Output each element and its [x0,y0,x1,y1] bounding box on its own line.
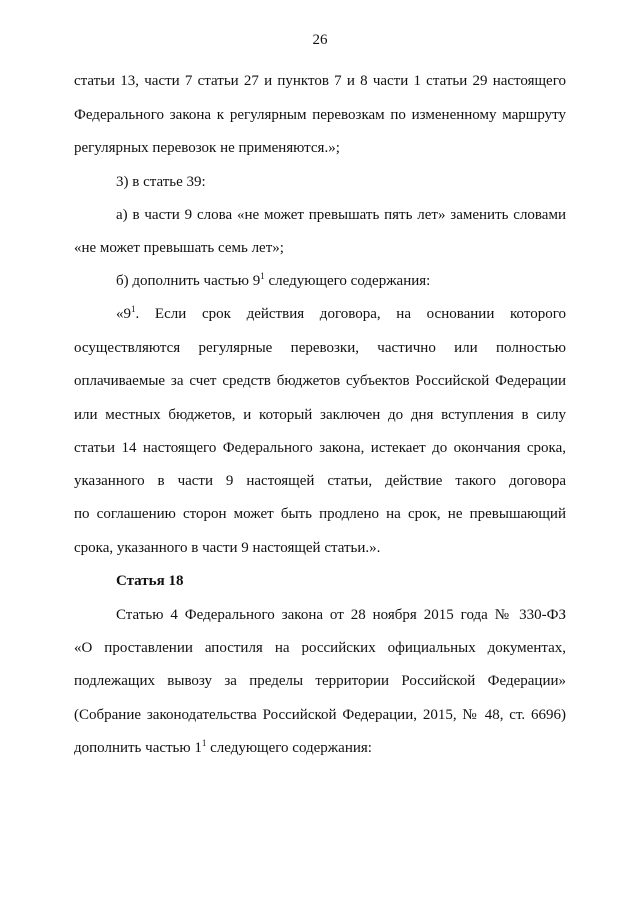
text-line: Федерального закона к регулярным перевозкам по измененному маршруту [74,107,566,123]
text-line: по соглашению сторон может быть продлено на срок, не превышающий [74,506,566,522]
article-heading: Статья 18 [116,573,184,589]
text-line: указанного в части 9 настоящей статьи, действие такого договора [74,473,566,489]
list-item-b [116,271,566,291]
superscript: 1 [201,738,207,748]
text-fragment: следующего содержания: [206,740,372,756]
text-line: статьи 13, части 7 статьи 27 и пунктов 7 и 8 части 1 статьи 29 настоящего [74,73,566,89]
text-fragment: дополнить частью 1 [74,740,202,756]
text-line: осуществляются регулярные перевозки, частично или полностью [74,340,566,356]
text-line: (Собрание законодательства Российской Федерации, 2015, № 48, ст. 6696) [74,707,566,723]
text-line: Статью 4 Федерального закона от 28 ноября 2015 года № 330-ФЗ [116,607,566,623]
quoted-part-9-1 [116,304,566,324]
superscript: 1 [260,271,265,281]
superscript: 1 [131,304,136,314]
text-line: «О проставлении апостиля на российских официальных документах, [74,640,566,656]
text-line: срока, указанного в части 9 настоящей статьи.». [74,540,381,556]
text-fragment: . Если срок действия договора, на основании которого [135,306,566,322]
text-line: «не может превышать семь лет»; [74,240,284,256]
text-line: регулярных перевозок не применяются.»; [74,140,340,156]
text-line: статьи 14 настоящего Федерального закона, истекает до окончания срока, [74,440,566,456]
text-line: подлежащих вывозу за пределы территории Российской Федерации» [74,673,566,689]
list-item-3: 3) в статье 39: [116,174,206,190]
text-fragment: б) дополнить частью 9 [116,273,261,289]
text-line: или местных бюджетов, и который заключен до дня вступления в силу [74,407,566,423]
list-item-a: а) в части 9 слова «не может превышать пять лет» заменить словами [116,207,566,223]
page-number: 26 [312,32,328,48]
text-fragment: «9 [116,306,131,322]
text-line [74,738,566,758]
text-line: оплачиваемые за счет средств бюджетов субъектов Российской Федерации [74,373,566,389]
text-fragment: следующего содержания: [264,273,431,289]
